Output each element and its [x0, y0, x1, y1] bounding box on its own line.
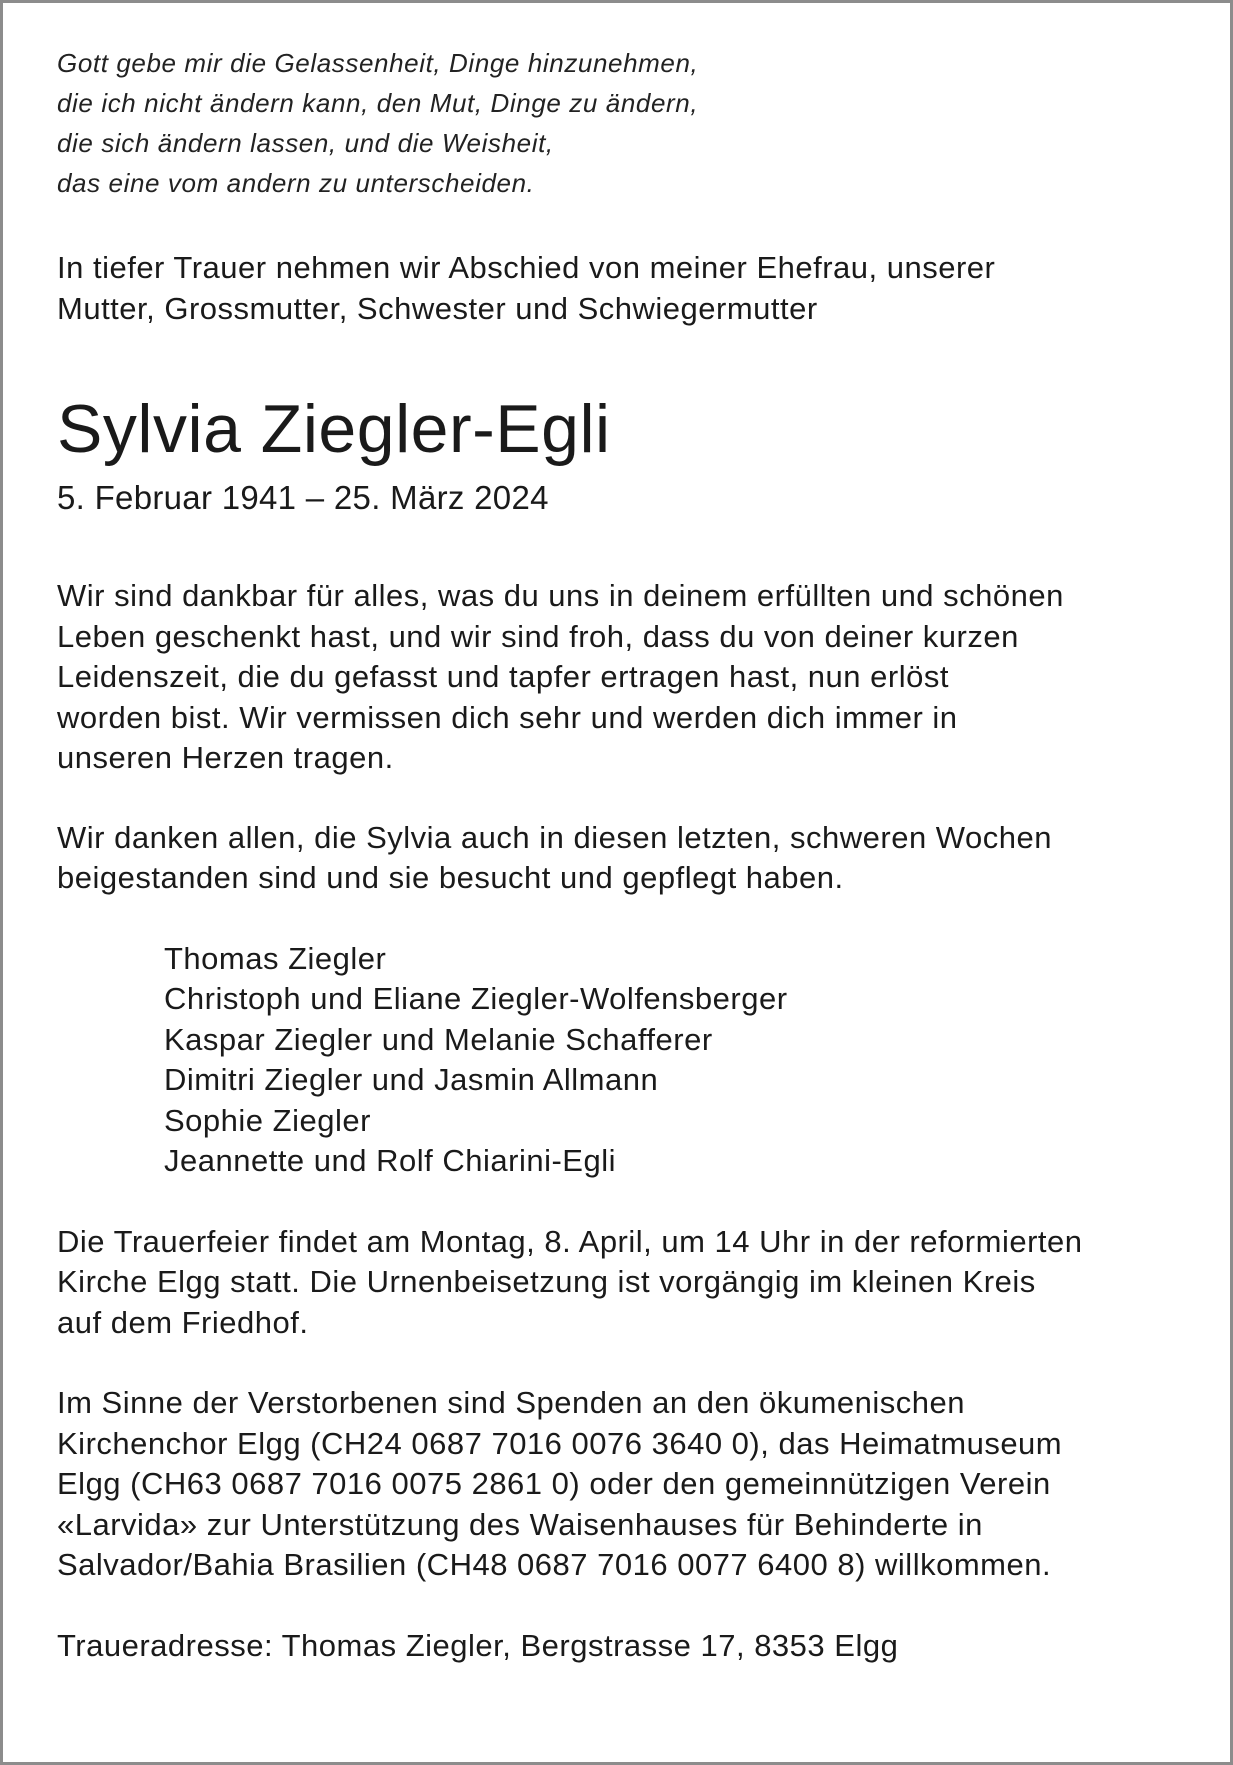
paragraph-line: Leben geschenkt hast, und wir sind froh, dass du von deiner kurzen: [57, 618, 1019, 654]
mourner-name: Kaspar Ziegler und Melanie Schafferer: [164, 1021, 713, 1057]
intro-line: In tiefer Trauer nehmen wir Abschied von meiner Ehefrau, unserer: [57, 250, 996, 285]
mourner-name: Jeannette und Rolf Chiarini-Egli: [164, 1143, 616, 1178]
paragraph-line: auf dem Friedhof.: [57, 1304, 309, 1340]
paragraph-line: Elgg (CH63 0687 7016 0075 2861 0) oder den gemeinnützigen Verein: [57, 1466, 1051, 1501]
gratitude-paragraph: [57, 576, 1197, 779]
deceased-name: Sylvia Ziegler-Egli: [57, 391, 611, 467]
paragraph-line: worden bist. Wir vermissen dich sehr und werden dich immer in: [57, 699, 958, 735]
mourning-address: Traueradresse: Thomas Ziegler, Bergstrasse 17, 8353 Elgg: [57, 1627, 899, 1663]
paragraph-line: unseren Herzen tragen.: [57, 740, 394, 775]
paragraph-line: beigestanden sind und sie besucht und gepflegt haben.: [57, 860, 844, 895]
paragraph-line: Wir danken allen, die Sylvia auch in diesen letzten, schweren Wochen: [57, 819, 1052, 855]
mourning-intro: [57, 247, 1197, 329]
notice-content: [57, 43, 1197, 1666]
paragraph-line: Kirchenchor Elgg (CH24 0687 7016 0076 3640 0), das Heimatmuseum: [57, 1425, 1063, 1461]
mourner-name: Christoph und Eliane Ziegler-Wolfensberger: [164, 981, 788, 1016]
paragraph-line: «Larvida» zur Unterstützung des Waisenhauses für Behinderte in: [57, 1506, 983, 1542]
paragraph-line: Leidenszeit, die du gefasst und tapfer ertragen hast, nun erlöst: [57, 659, 949, 694]
life-dates: 5. Februar 1941 – 25. März 2024: [57, 479, 549, 516]
paragraph-line: Im Sinne der Verstorbenen sind Spenden an den ökumenischen: [57, 1385, 965, 1420]
serenity-prayer: [57, 43, 1197, 203]
mourners-list: [164, 939, 1197, 1182]
paragraph-line: Die Trauerfeier findet am Montag, 8. April, um 14 Uhr in der reformierten: [57, 1223, 1083, 1259]
motto-line: die ich nicht ändern kann, den Mut, Dinge zu ändern,: [57, 88, 699, 118]
motto-line: die sich ändern lassen, und die Weisheit,: [57, 128, 554, 158]
mourner-name: Sophie Ziegler: [164, 1102, 371, 1138]
intro-line: Mutter, Grossmutter, Schwester und Schwiegermutter: [57, 291, 818, 326]
mourner-name: Thomas Ziegler: [164, 940, 387, 976]
motto-line: das eine vom andern zu unterscheiden.: [57, 168, 535, 198]
mourner-name: Dimitri Ziegler und Jasmin Allmann: [164, 1062, 659, 1097]
paragraph-line: Wir sind dankbar für alles, was du uns in deinem erfüllten und schönen: [57, 578, 1064, 613]
paragraph-line: Kirche Elgg statt. Die Urnenbeisetzung ist vorgängig im kleinen Kreis: [57, 1264, 1036, 1299]
donations-paragraph: [57, 1383, 1197, 1586]
motto-line: Gott gebe mir die Gelassenheit, Dinge hinzunehmen,: [57, 48, 699, 78]
thanks-paragraph: [57, 818, 1197, 899]
paragraph-line: Salvador/Bahia Brasilien (CH48 0687 7016 0077 6400 8) willkommen.: [57, 1547, 1052, 1582]
ceremony-paragraph: [57, 1222, 1197, 1344]
